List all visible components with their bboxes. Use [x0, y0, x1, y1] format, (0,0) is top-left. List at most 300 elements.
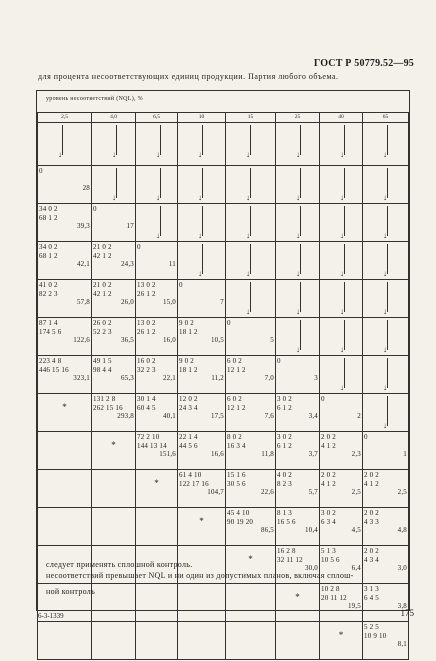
plan-line: 22,6 — [260, 488, 274, 496]
plan-line: 3 0 2 — [321, 509, 336, 517]
down-arrow-icon: ↓ — [246, 282, 256, 316]
plan-line: 0 — [93, 205, 97, 213]
down-arrow-icon: ↓ — [340, 358, 350, 392]
down-arrow-icon: ↓ — [112, 168, 122, 202]
plan-line: 4 0 2 — [277, 471, 292, 479]
plan-values — [277, 509, 318, 535]
plan-values — [321, 395, 361, 421]
plan-cell — [136, 318, 178, 356]
plan-line: 16 3 4 — [227, 441, 246, 450]
plan-line: 122 17 16 — [179, 479, 209, 488]
plan-cell — [276, 204, 320, 242]
down-arrow-icon: ↓ — [156, 125, 166, 159]
down-arrow-icon: ↓ — [383, 244, 393, 278]
down-arrow-icon: ↓ — [383, 320, 393, 354]
plan-cell — [363, 546, 409, 584]
plan-line: 6 4 5 — [364, 593, 379, 602]
plan-line — [277, 366, 318, 375]
plan-line: 26,0 — [120, 298, 134, 306]
down-arrow-icon: ↓ — [383, 282, 393, 316]
plan-line: 34 0 2 — [39, 205, 58, 213]
plan-line: 2 0 2 — [364, 509, 379, 517]
plan-line — [321, 404, 361, 413]
intro-line: для процента несоответствующих единиц продукции. Партия любого объема. — [38, 72, 339, 81]
plan-line: 3 0 2 — [277, 395, 292, 403]
plan-cell — [276, 508, 320, 546]
plan-cell — [38, 394, 92, 432]
table-row — [38, 280, 409, 318]
plan-cell — [38, 356, 92, 394]
plan-line: 0 — [277, 357, 281, 365]
plan-line: 16,6 — [210, 450, 224, 458]
nql-column-header: 4,0 — [92, 113, 136, 123]
table-row — [38, 394, 409, 432]
plan-values — [364, 509, 407, 535]
full-inspection-mark: * — [154, 478, 159, 488]
plan-line: 131 2 8 — [93, 395, 116, 403]
plan-cell — [38, 432, 92, 470]
table-row — [38, 470, 409, 508]
plan-line: 0 — [39, 167, 43, 175]
plan-cell — [92, 242, 136, 280]
plan-cell — [136, 356, 178, 394]
plan-values — [277, 547, 318, 573]
plan-values — [227, 357, 274, 383]
plan-values — [179, 471, 224, 497]
plan-line: 82 2 3 — [39, 289, 58, 298]
plan-cell — [320, 432, 363, 470]
table-row — [38, 123, 409, 166]
plan-line: 32 2 3 — [137, 365, 156, 374]
plan-cell — [38, 204, 92, 242]
plan-values — [364, 547, 407, 573]
plan-cell — [276, 432, 320, 470]
plan-line: 174 5 6 — [39, 327, 62, 336]
down-arrow-icon: ↓ — [340, 282, 350, 316]
plan-cell — [178, 166, 226, 204]
plan-values — [39, 205, 90, 231]
plan-cell — [92, 318, 136, 356]
plan-cell — [38, 242, 92, 280]
plan-line: 15,0 — [162, 298, 176, 306]
plan-values — [93, 357, 134, 383]
plan-line: 2 — [357, 412, 361, 420]
nql-column-header: 15 — [226, 113, 276, 123]
plan-values — [93, 319, 134, 345]
plan-cell — [320, 622, 363, 660]
plan-line: 5 2 5 — [364, 623, 379, 631]
plan-line — [227, 328, 274, 337]
plan-cell — [136, 584, 178, 622]
plan-values — [227, 509, 274, 535]
table-row — [38, 622, 409, 660]
plan-values — [277, 395, 318, 421]
plan-values — [179, 395, 224, 421]
down-arrow-icon: ↓ — [296, 244, 306, 278]
plan-line: 2 0 2 — [364, 471, 379, 479]
plan-line: 293,8 — [117, 412, 134, 420]
plan-line: 57,8 — [76, 298, 90, 306]
plan-cell — [320, 280, 363, 318]
plan-cell — [178, 204, 226, 242]
plan-line — [179, 290, 224, 299]
table-row — [38, 242, 409, 280]
plan-line: 2 0 2 — [321, 433, 336, 441]
plan-line: 36,5 — [120, 336, 134, 344]
plan-cell — [320, 394, 363, 432]
table-row — [38, 508, 409, 546]
plan-values — [321, 433, 361, 459]
plan-cell — [92, 280, 136, 318]
plan-cell — [320, 166, 363, 204]
plan-cell — [226, 470, 276, 508]
plan-cell — [363, 432, 409, 470]
plan-values — [321, 585, 361, 611]
down-arrow-icon: ↓ — [296, 320, 306, 354]
plan-values — [179, 281, 224, 307]
footnote-line-3: ной контроль — [46, 587, 96, 596]
down-arrow-icon: ↓ — [58, 125, 68, 159]
plan-line: 13 0 2 — [137, 281, 156, 289]
plan-cell — [276, 470, 320, 508]
plan-line: 60 4 5 — [137, 403, 156, 412]
plan-values — [364, 433, 407, 459]
plan-line — [364, 442, 407, 451]
plan-values — [137, 433, 176, 459]
down-arrow-icon: ↓ — [296, 282, 306, 316]
plan-line: 39,3 — [76, 222, 90, 230]
plan-line: 262 15 16 — [93, 403, 123, 412]
plan-line: 223 4 8 — [39, 357, 62, 365]
footnote-line-2: несоответствий превышает NQL и ни один из допустимых планов, включая сплош- — [46, 571, 354, 580]
plan-cell — [363, 166, 409, 204]
nql-column-header: 10 — [178, 113, 226, 123]
plan-line: 6 0 2 — [227, 395, 242, 403]
plan-cell — [92, 508, 136, 546]
plan-line: 42 1 2 — [93, 251, 112, 260]
plan-cell — [136, 508, 178, 546]
plan-cell — [92, 584, 136, 622]
plan-cell — [178, 242, 226, 280]
down-arrow-icon: ↓ — [246, 206, 256, 240]
plan-line: 2,3 — [351, 450, 361, 458]
plan-cell — [136, 432, 178, 470]
plan-values — [227, 471, 274, 497]
plan-values — [39, 319, 90, 345]
plan-cell — [363, 242, 409, 280]
plan-line: 18 1 2 — [179, 365, 198, 374]
nql-column-header: 65 — [363, 113, 409, 123]
plan-line: 10,4 — [304, 526, 318, 534]
plan-line: 34 0 2 — [39, 243, 58, 251]
plan-cell — [178, 584, 226, 622]
down-arrow-icon: ↓ — [246, 244, 256, 278]
plan-cell — [178, 470, 226, 508]
plan-line: 3,4 — [308, 412, 318, 420]
down-arrow-icon: ↓ — [246, 168, 256, 202]
plan-line: 40,1 — [162, 412, 176, 420]
plan-cell — [136, 123, 178, 166]
plan-line: 6 1 2 — [277, 441, 292, 450]
plan-cell — [178, 123, 226, 166]
plan-cell — [320, 470, 363, 508]
down-arrow-icon: ↓ — [340, 125, 350, 159]
plan-line: 49 1 5 — [93, 357, 112, 365]
plan-cell — [178, 508, 226, 546]
plan-line: 11,8 — [261, 450, 274, 458]
plan-cell — [92, 123, 136, 166]
plan-line: 6 0 2 — [227, 357, 242, 365]
plan-line: 7 — [220, 298, 224, 306]
down-arrow-icon: ↓ — [383, 206, 393, 240]
plan-line: 32 11 12 — [277, 555, 303, 564]
plan-cell — [92, 204, 136, 242]
plan-line: 3 0 2 — [277, 433, 292, 441]
plan-line: 1 — [403, 450, 407, 458]
plan-line: 20 11 12 — [321, 593, 347, 602]
plan-cell — [92, 356, 136, 394]
plan-line — [39, 176, 90, 185]
plan-line: 24,3 — [120, 260, 134, 268]
plan-cell — [226, 166, 276, 204]
plan-values — [179, 433, 224, 459]
down-arrow-icon: ↓ — [112, 125, 122, 159]
plan-cell — [92, 470, 136, 508]
down-arrow-icon: ↓ — [198, 125, 208, 159]
plan-line: 26 0 2 — [93, 319, 112, 327]
plan-line: 65,3 — [120, 374, 134, 382]
full-inspection-mark: * — [248, 554, 253, 564]
plan-line: 86,5 — [260, 526, 274, 534]
plan-values — [277, 471, 318, 497]
plan-cell — [276, 242, 320, 280]
nql-column-header: 40 — [320, 113, 363, 123]
plan-line: 3 1 3 — [364, 585, 379, 593]
plan-cell — [276, 280, 320, 318]
plan-line: 98 4 4 — [93, 365, 112, 374]
plan-line: 3,7 — [308, 450, 318, 458]
plan-line: 0 — [179, 281, 183, 289]
plan-cell — [136, 394, 178, 432]
plan-line: 11,2 — [211, 374, 224, 382]
plan-cell — [363, 318, 409, 356]
table-row — [38, 356, 409, 394]
plan-values — [137, 357, 176, 383]
print-code: 6-3-1339 — [38, 612, 64, 620]
plan-cell — [92, 622, 136, 660]
plan-cell — [38, 166, 92, 204]
plan-values — [277, 357, 318, 383]
plan-cell — [363, 280, 409, 318]
plan-cell — [178, 622, 226, 660]
plan-line: 2,5 — [397, 488, 407, 496]
plan-line: 0 — [227, 319, 231, 327]
plan-line: 4 3 3 — [364, 517, 379, 526]
plan-cell — [92, 432, 136, 470]
plan-line: 8,1 — [397, 640, 407, 648]
plan-line: 5,7 — [308, 488, 318, 496]
plan-values — [93, 243, 134, 269]
plan-line: 10,5 — [210, 336, 224, 344]
plan-line: 87 1 4 — [39, 319, 58, 327]
plan-line: 16 2 8 — [277, 547, 296, 555]
down-arrow-icon: ↓ — [340, 244, 350, 278]
plan-cell — [136, 470, 178, 508]
plan-cell — [136, 166, 178, 204]
plan-line: 5 — [270, 336, 274, 344]
plan-cell — [38, 508, 92, 546]
plan-line: 0 — [137, 243, 141, 251]
plan-values — [93, 281, 134, 307]
plan-cell — [92, 394, 136, 432]
plan-line: 8 1 3 — [277, 509, 292, 517]
plan-cell — [178, 394, 226, 432]
down-arrow-icon: ↓ — [198, 168, 208, 202]
plan-cell — [226, 622, 276, 660]
plan-line: 4 1 2 — [364, 479, 379, 488]
full-inspection-mark: * — [111, 440, 116, 450]
plan-values — [321, 471, 361, 497]
plan-line: 7,6 — [264, 412, 274, 420]
plan-line: 104,7 — [207, 488, 224, 496]
plan-line: 7,0 — [264, 374, 274, 382]
plan-values — [364, 585, 407, 611]
plan-line: 41 0 2 — [39, 281, 58, 289]
plan-values — [321, 547, 361, 573]
plan-line — [137, 252, 176, 261]
plan-cell — [226, 508, 276, 546]
plan-cell — [226, 242, 276, 280]
plan-values — [364, 471, 407, 497]
plan-line: 22 1 4 — [179, 433, 198, 441]
plan-cell — [320, 242, 363, 280]
plan-values — [277, 433, 318, 459]
plan-cell — [38, 280, 92, 318]
plan-line: 17,5 — [210, 412, 224, 420]
plan-line: 18 1 2 — [179, 327, 198, 336]
plan-line: 68 1 2 — [39, 251, 58, 260]
plan-line: 2 0 2 — [321, 471, 336, 479]
plan-line: 144 13 14 — [137, 441, 167, 450]
nql-column-header: 6,5 — [136, 113, 178, 123]
plan-values — [227, 319, 274, 345]
plan-line: 44 5 6 — [179, 441, 198, 450]
plan-cell — [276, 394, 320, 432]
plan-values — [137, 395, 176, 421]
down-arrow-icon: ↓ — [383, 168, 393, 202]
nql-header-row — [38, 113, 409, 123]
plan-line: 30,0 — [304, 564, 318, 572]
plan-cell — [178, 280, 226, 318]
nql-column-header: 25 — [276, 113, 320, 123]
plan-line: 61 4 10 — [179, 471, 202, 479]
down-arrow-icon: ↓ — [296, 168, 306, 202]
down-arrow-icon: ↓ — [383, 125, 393, 159]
plan-line: 5 1 3 — [321, 547, 336, 555]
table-row — [38, 204, 409, 242]
plan-values — [137, 243, 176, 269]
plan-values — [93, 205, 134, 231]
nql-column-header: 2,5 — [38, 113, 92, 123]
plan-line: 17 — [126, 222, 134, 230]
plan-cell — [320, 204, 363, 242]
plan-cell — [276, 622, 320, 660]
table-row — [38, 318, 409, 356]
plan-cell — [363, 394, 409, 432]
plan-cell — [320, 356, 363, 394]
plan-line: 3,0 — [397, 564, 407, 572]
down-arrow-icon: ↓ — [246, 125, 256, 159]
plan-values — [179, 319, 224, 345]
plan-cell — [363, 123, 409, 166]
plan-cell — [136, 622, 178, 660]
plan-cell — [320, 584, 363, 622]
plan-cell — [226, 123, 276, 166]
footnote-line-1: следует применять сплошной контроль. — [46, 560, 193, 569]
down-arrow-icon: ↓ — [296, 125, 306, 159]
down-arrow-icon: ↓ — [198, 206, 208, 240]
down-arrow-icon: ↓ — [156, 168, 166, 202]
plan-line: 26 1 2 — [137, 327, 156, 336]
down-arrow-icon: ↓ — [198, 244, 208, 278]
plan-line: 22,1 — [162, 374, 176, 382]
plan-line: 42 1 2 — [93, 289, 112, 298]
full-inspection-mark: * — [62, 402, 67, 412]
plan-line: 16 0 2 — [137, 357, 156, 365]
plan-line: 10 2 8 — [321, 585, 340, 593]
down-arrow-icon: ↓ — [156, 206, 166, 240]
down-arrow-icon: ↓ — [383, 358, 393, 392]
plan-line: 30 5 6 — [227, 479, 246, 488]
plan-line: 42,1 — [76, 260, 90, 268]
plan-cell — [178, 432, 226, 470]
plan-line: 11 — [168, 260, 176, 268]
plan-line: 30 1 4 — [137, 395, 156, 403]
plan-line: 10 5 6 — [321, 555, 340, 564]
plan-cell — [363, 356, 409, 394]
plan-line: 12 1 2 — [227, 403, 246, 412]
plan-line: 6,4 — [351, 564, 361, 572]
plan-cell — [136, 204, 178, 242]
plan-line: 323,1 — [73, 374, 90, 382]
plan-line: 3 — [314, 374, 318, 382]
plan-cell — [276, 584, 320, 622]
plan-line: 6 1 2 — [277, 403, 292, 412]
plan-values — [227, 433, 274, 459]
plan-cell — [226, 584, 276, 622]
plan-cell — [363, 508, 409, 546]
plan-values — [39, 167, 90, 193]
plan-line: 2,5 — [351, 488, 361, 496]
plan-values — [39, 281, 90, 307]
plan-cell — [226, 204, 276, 242]
plan-cell — [178, 356, 226, 394]
plan-values — [137, 281, 176, 307]
plan-values — [321, 509, 361, 535]
plan-line: 68 1 2 — [39, 213, 58, 222]
down-arrow-icon: ↓ — [340, 168, 350, 202]
plan-line: 24 3 4 — [179, 403, 198, 412]
plan-line: 0 — [321, 395, 325, 403]
plan-line: 21 0 2 — [93, 281, 112, 289]
plan-line: 52 2 3 — [93, 327, 112, 336]
plan-line: 21 0 2 — [93, 243, 112, 251]
plan-cell — [38, 123, 92, 166]
plan-cell — [136, 242, 178, 280]
plan-line — [93, 214, 134, 223]
plan-cell — [226, 280, 276, 318]
plan-cell — [276, 166, 320, 204]
